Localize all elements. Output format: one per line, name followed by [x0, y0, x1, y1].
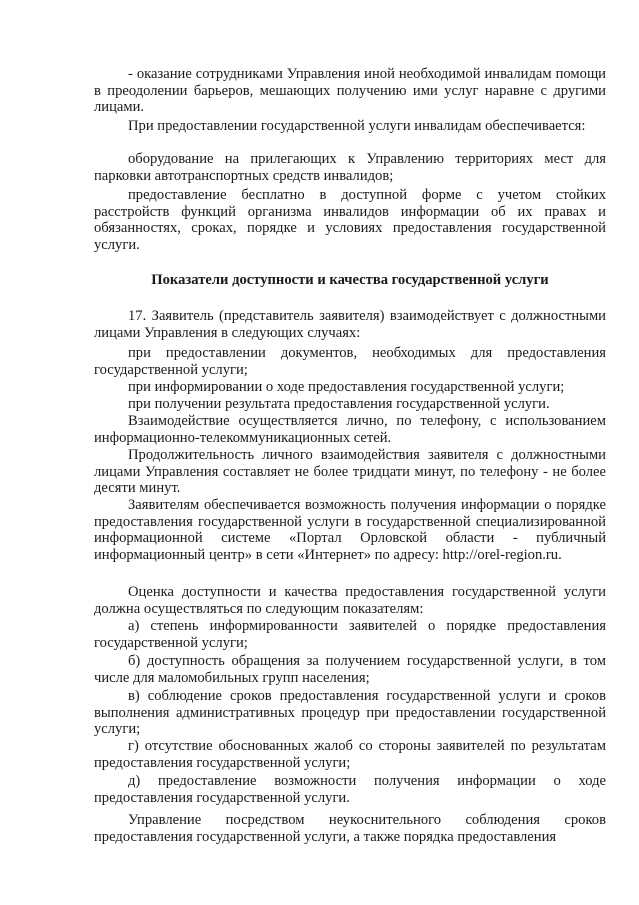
paragraph-6: при предоставлении документов, необходимых для предоставления государственной услуги;	[94, 345, 606, 378]
paragraph-11: Заявителям обеспечивается возможность получения информации о порядке предоставления государственной услуги в государственной специализированной информационной системе «Портал Орловской области - публичный информационный центр» в сети «Интернет» по адресу: http://orel-region.ru.	[94, 497, 606, 563]
paragraph-12: Оценка доступности и качества предоставления государственной услуги должна осуществляться по следующим показателям:	[94, 584, 606, 617]
paragraph-8: при получении результата предоставления государственной услуги.	[128, 396, 550, 412]
paragraph-17: д) предоставление возможности получения информации о ходе предоставления государственной услуги.	[94, 773, 606, 806]
paragraph-18: Управление посредством неукоснительного соблюдения сроков предоставления государственной услуги, а также порядка предоставления	[94, 812, 606, 845]
paragraph-13: а) степень информированности заявителей о порядке предоставления государственной услуги;	[94, 618, 606, 651]
section-heading: Показатели доступности и качества государственной услуги	[151, 272, 549, 288]
paragraph-10: Продолжительность личного взаимодействия заявителя с должностными лицами Управления составляет не более тридцати минут, по телефону - не более десяти минут.	[94, 447, 606, 497]
paragraph-5: 17. Заявитель (представитель заявителя) взаимодействует с должностными лицами Управления в следующих случаях:	[94, 308, 606, 341]
paragraph-1: - оказание сотрудниками Управления иной необходимой инвалидам помощи в преодолении барьеров, мешающих получению ими услуг наравне с другими лицами.	[94, 66, 606, 116]
paragraph-14: б) доступность обращения за получением государственной услуги, в том числе для маломобильных групп населения;	[94, 653, 606, 686]
paragraph-15: в) соблюдение сроков предоставления государственной услуги и сроков выполнения административных процедур при предоставлении государственной услуги;	[94, 688, 606, 738]
paragraph-3: оборудование на прилегающих к Управлению территориях мест для парковки автотранспортных средств инвалидов;	[94, 151, 606, 184]
paragraph-2: При предоставлении государственной услуги инвалидам обеспечивается:	[128, 118, 586, 134]
paragraph-4: предоставление бесплатно в доступной форме с учетом стойких расстройств функций организма инвалидов информации об их правах и обязанностях, сроках, порядке и условиях предоставления государственной услуги.	[94, 187, 606, 253]
paragraph-16: г) отсутствие обоснованных жалоб со стороны заявителей по результатам предоставления государственной услуги;	[94, 738, 606, 771]
paragraph-9: Взаимодействие осуществляется лично, по телефону, с использованием информационно-телекоммуникационных сетей.	[94, 413, 606, 446]
paragraph-7: при информировании о ходе предоставления государственной услуги;	[128, 379, 565, 395]
